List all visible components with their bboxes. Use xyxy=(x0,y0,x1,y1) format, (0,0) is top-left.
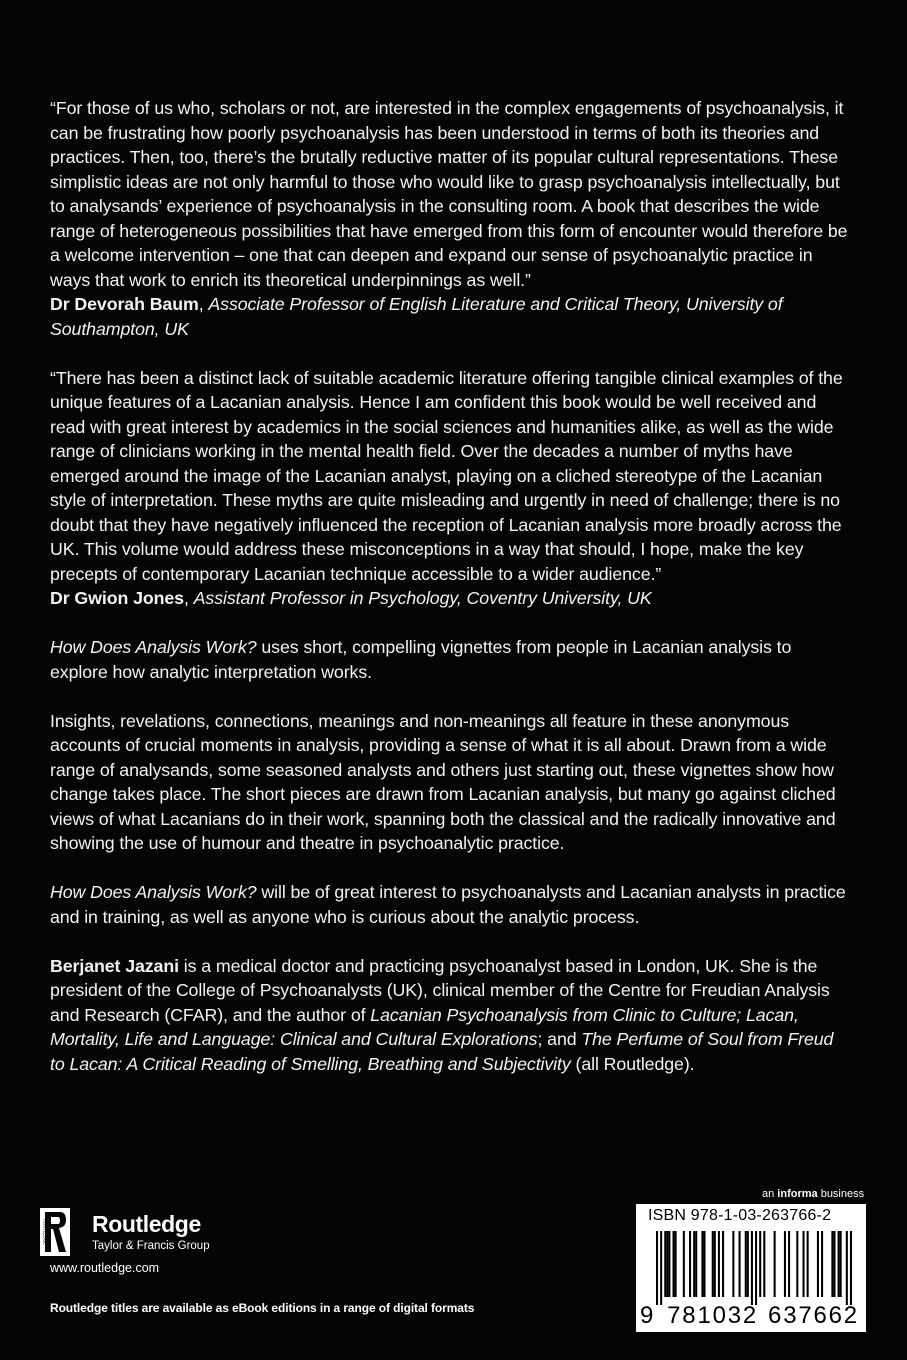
barcode-bar xyxy=(774,1231,776,1297)
barcode-bar xyxy=(668,1231,670,1297)
informa-suffix: business xyxy=(817,1188,865,1200)
barcode-bar xyxy=(807,1231,809,1297)
barcode-bar xyxy=(755,1231,757,1305)
barcode-bar xyxy=(656,1231,658,1305)
book-title-2: How Does Analysis Work? xyxy=(50,882,257,902)
barcode-bar xyxy=(796,1231,798,1297)
endorser-name-1: Dr Devorah Baum xyxy=(50,294,199,314)
informa-prefix: an xyxy=(762,1188,778,1200)
author-bio-end: (all Routledge). xyxy=(570,1053,695,1074)
barcode-bar xyxy=(664,1231,666,1297)
barcode-bar xyxy=(693,1231,695,1297)
description-paragraph-2: Insights, revelations, connections, meanings and non-meanings all feature in these anonymous accounts of crucial moments in analysis, providing a sense of what it is all about. Drawn from a wide range of analysands, some seasoned analysts and others just starting out, these vignettes show how change takes place. The short pieces are drawn from Lacanian analysis, but many go against cliched views of what Lacanians do in their work, spanning both the classical and the radically innovative and showing the use of humour and theatre in psychoanalytic practice. xyxy=(50,710,836,853)
barcode-digit-group-2: 637662 xyxy=(768,1302,859,1329)
barcode-bar xyxy=(695,1231,697,1297)
barcode-digits xyxy=(640,1302,862,1330)
author-books-1: Lacanian Psychoanalysis from Clinic to Culture; Lacan, Mortality, Life and Language: Clinical and Cultural Explorations xyxy=(50,1004,799,1049)
barcode-bar xyxy=(784,1231,786,1297)
barcode-bar xyxy=(701,1231,703,1297)
barcode-bar xyxy=(850,1231,852,1305)
isbn-barcode xyxy=(636,1204,866,1332)
routledge-logo-icon xyxy=(40,1208,70,1256)
description-paragraph-1 xyxy=(50,635,850,684)
barcode-bar xyxy=(675,1231,677,1297)
publisher-url: www.routledge.com xyxy=(50,1261,160,1275)
barcode-bar xyxy=(689,1231,691,1297)
barcode-bar xyxy=(712,1231,714,1297)
barcode-bar xyxy=(846,1231,848,1305)
barcode-bar xyxy=(745,1231,747,1297)
endorsement-credit-1: Dr Devorah Baum, Associate Professor of English Literature and Critical Theory, University of Southampton, UK xyxy=(50,294,783,339)
description-paragraph-3 xyxy=(50,880,850,929)
barcode-bar xyxy=(660,1231,662,1305)
endorsement-quote-1: “For those of us who, scholars or not, are interested in the complex engagements of psychoanalysis, it can be frustrating how poorly psychoanalysis has been understood in terms of both its theories and practices. Then, too, there’s the brutally reductive matter of its popular cultural representations. These simplistic ideas are not only harmful to those who would like to grasp psychoanalysis intellectually, but to analysands’ experience of psychoanalysis in the consulting room. A book that describes the wide range of heterogeneous possibilities that have emerged from this form of encounter would therefore be a welcome intervention – one that can deepen and expand our sense of psychoanalytic practice in ways that work to enrich its theoretical underpinnings as well.” xyxy=(50,98,848,290)
endorsement-quote-2: “There has been a distinct lack of suitable academic literature offering tangible clinical examples of the unique features of a Lacanian analysis. Hence I am confident this book would be well received and read with great interest by academics in the social sciences and humanities alike, as well as the wide range of clinicians working in the mental health field. Over the decades a number of myths have emerged around the image of the Lacanian analyst, playing on a cliched stereotype of the Lacanian style of interpretation. These myths are quite misleading and urgently in need of challenge; there is no doubt that they have negatively influenced the reception of Lacanian analysis more broadly across the UK. This volume would address these misconceptions in a way that should, I hope, make the key precepts of contemporary Lacanian technique accessible to a wider audience.” xyxy=(50,367,843,584)
endorser-affiliation-2: Assistant Professor in Psychology, Coventry University, UK xyxy=(193,588,652,608)
barcode-bar xyxy=(821,1231,823,1297)
barcode-bar xyxy=(673,1231,675,1297)
endorser-affiliation-1: Associate Professor of English Literature and Critical Theory, University of Southampton, UK xyxy=(50,294,783,339)
ebook-note: Routledge titles are available as eBook editions in a range of digital formats xyxy=(50,1301,475,1315)
barcode-bar xyxy=(817,1231,819,1297)
author-bio xyxy=(50,954,850,1077)
endorser-name-2: Dr Gwion Jones xyxy=(50,588,184,608)
barcode-bar xyxy=(722,1231,724,1297)
barcode-bar xyxy=(739,1231,741,1297)
barcode-bar xyxy=(759,1231,761,1297)
barcode-bar xyxy=(788,1231,790,1297)
barcode-bars xyxy=(656,1231,852,1305)
description-paragraph-1-text: uses short, compelling vignettes from people in Lacanian analysis to explore how analytic interpretation works. xyxy=(50,637,792,682)
barcode-bar xyxy=(763,1231,765,1297)
publisher-name: Routledge xyxy=(92,1211,201,1237)
barcode-bar xyxy=(833,1231,835,1297)
routledge-logo-letters: ROUTLEDGE xyxy=(42,1218,48,1246)
barcode-bar xyxy=(683,1231,685,1297)
description-paragraph-3-text: will be of great interest to psychoanalysts and Lacanian analysts in practice and in training, as well as anyone who is curious about the analytic process. xyxy=(50,882,846,927)
barcode-bar xyxy=(838,1231,840,1297)
barcode-bar xyxy=(831,1231,833,1297)
barcode-bar xyxy=(840,1231,842,1297)
barcode-bar xyxy=(666,1231,668,1297)
publisher-group: Taylor & Francis Group xyxy=(92,1240,210,1252)
author-books-2: The Perfume of Soul from Freud to Lacan: A Critical Reading of Smelling, Breathing and Subjectivity xyxy=(50,1029,834,1074)
isbn-label: ISBN 978-1-03-263766-2 xyxy=(648,1207,832,1224)
endorsement-credit-2: Dr Gwion Jones, Assistant Professor in Psychology, Coventry University, UK xyxy=(50,588,652,608)
author-bio-mid: ; and xyxy=(537,1029,582,1049)
barcode-bar xyxy=(703,1231,705,1297)
book-title: How Does Analysis Work? xyxy=(50,637,257,657)
barcode-bar xyxy=(714,1231,716,1297)
informa-brand: informa xyxy=(777,1188,818,1200)
back-cover-text xyxy=(50,96,850,1076)
author-name: Berjanet Jazani xyxy=(50,955,179,976)
barcode-bar xyxy=(718,1231,720,1297)
barcode-bar xyxy=(751,1231,753,1305)
barcode-bar xyxy=(802,1231,804,1297)
informa-business-label xyxy=(762,1188,864,1200)
barcode-digit-first: 9 xyxy=(640,1302,656,1329)
barcode-digit-group-1: 781032 xyxy=(667,1302,759,1329)
barcode-bar xyxy=(732,1231,734,1297)
barcode-bar xyxy=(747,1231,749,1297)
author-bio-text: is a medical doctor and practicing psychoanalyst based in London, UK. She is the president of the College of Psychoanalysts (UK), clinical member of the Centre for Freudian Analysis and Research (CFAR), and the author of xyxy=(50,955,830,1025)
